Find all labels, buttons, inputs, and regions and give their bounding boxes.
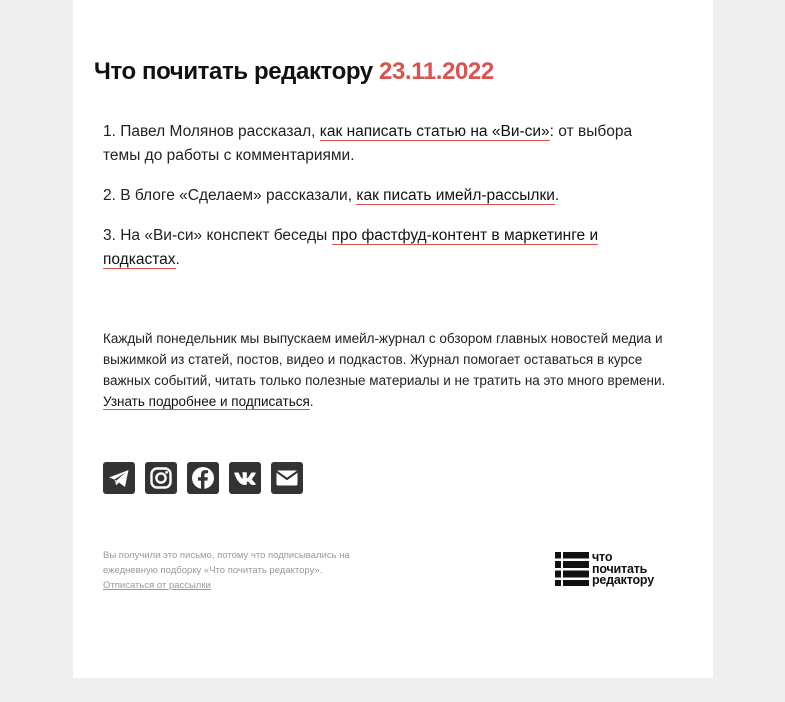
- list-item: [103, 120, 673, 168]
- reading-list: [103, 120, 673, 288]
- item-text: : от выбора темы до работы с комментариями.: [103, 123, 633, 164]
- email-card: [73, 0, 713, 678]
- article-link[interactable]: про фастфуд-контент в маркетинге и подкастах: [103, 227, 599, 268]
- item-text: 1. Павел Молянов рассказал,: [103, 123, 320, 140]
- page-title: [94, 58, 494, 86]
- logo-line: что: [592, 550, 613, 564]
- unsubscribe-link[interactable]: Отписаться от рассылки: [103, 580, 211, 591]
- article-link[interactable]: как писать имейл-рассылки: [356, 187, 555, 204]
- list-item: [103, 184, 673, 208]
- item-text: .: [554, 187, 560, 204]
- logo-text: [592, 552, 654, 587]
- title-text: Что почитать редактору: [94, 58, 373, 85]
- item-text: 3. На «Ви-си» конспект беседы: [103, 227, 332, 244]
- footer-notice: [103, 548, 403, 593]
- logo-line: редактору: [592, 573, 654, 587]
- subscribe-link[interactable]: Узнать подробнее и подписаться: [103, 394, 310, 409]
- item-text: 2. В блоге «Сделаем» рассказали,: [103, 187, 357, 204]
- brand-logo[interactable]: [555, 552, 654, 587]
- facebook-icon[interactable]: [187, 462, 219, 494]
- about-suffix: .: [309, 394, 314, 409]
- list-item: [103, 224, 673, 272]
- email-icon[interactable]: [271, 462, 303, 494]
- article-link[interactable]: как написать статью на «Ви-си»: [319, 123, 550, 140]
- vk-icon[interactable]: [229, 462, 261, 494]
- instagram-icon[interactable]: [145, 462, 177, 494]
- item-text: .: [175, 251, 180, 268]
- footer-text: Вы получили это письмо, потому что подписывались на ежедневную подборку «Что почитать редактору».: [103, 550, 350, 576]
- telegram-icon[interactable]: [103, 462, 135, 494]
- logo-bars-icon: [555, 552, 589, 586]
- issue-date: 23.11.2022: [379, 58, 494, 85]
- social-links: [103, 462, 303, 494]
- logo-line: почитать: [592, 561, 648, 576]
- about-section: [103, 328, 688, 412]
- about-text: Каждый понедельник мы выпускаем имейл-журнал с обзором главных новостей медиа и выжимкой из статей, постов, видео и подкастов. Журнал помогает оставаться в курсе важных событий, читать только полезные материалы и не тратить на это много времени.: [103, 331, 666, 388]
